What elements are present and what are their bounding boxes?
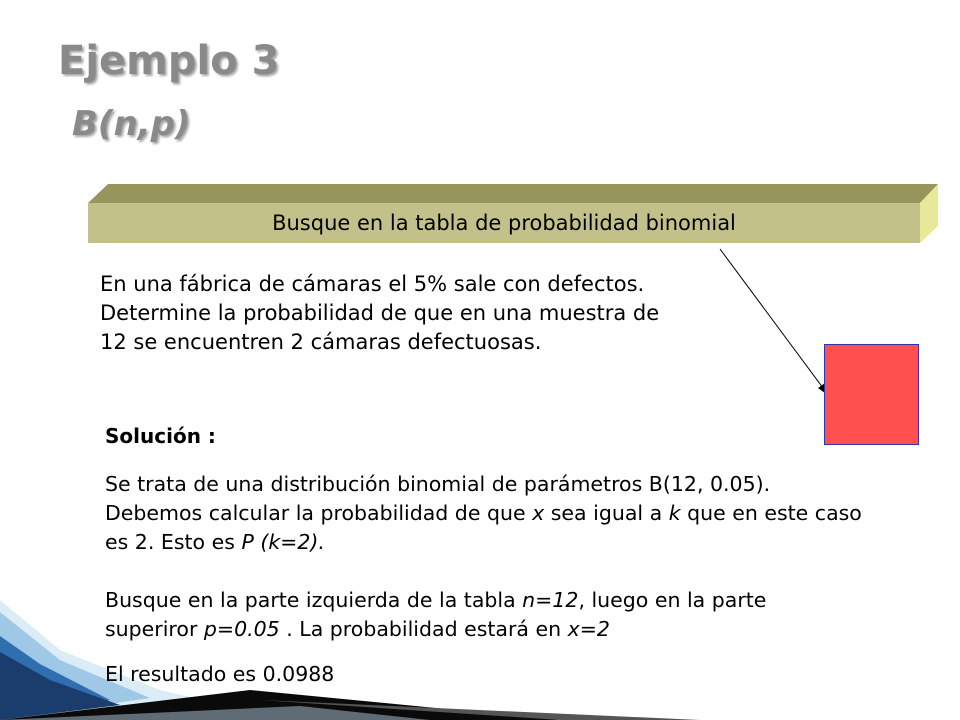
problem-text: En una fábrica de cámaras el 5% sale con defectos. Determine la probabilidad de que en una muestra de 12 se encuentren 2 cámaras defectuosas. [100, 272, 660, 354]
sol-p2-p: p=0.05 [203, 617, 280, 641]
solution-result: El resultado es 0.0988 [105, 662, 335, 686]
solution-paragraph-1 [105, 470, 865, 557]
solution-heading: Solución : [105, 424, 216, 448]
highlight-box [824, 344, 919, 445]
slide-subtitle: B(n,p) [72, 104, 191, 144]
sol-p2-text-a: Busque en la parte izquierda de la tabla [105, 588, 523, 612]
sol-p2-n: n=12 [522, 588, 579, 612]
banner-label: Busque en la tabla de probabilidad binomial [272, 211, 736, 235]
sol-p2-text-b: , luego en la parte superiror [105, 588, 767, 641]
sol-p2-text-c: . La probabilidad estará en [279, 617, 568, 641]
sol-p1-var-k: k [668, 501, 681, 525]
sol-p1-text-b: sea igual a [544, 501, 669, 525]
banner-top-face [88, 184, 938, 203]
sol-p1-text-a: Se trata de una distribución binomial de parámetros B(12, 0.05). Debemos calcular la probabilidad de que [105, 472, 771, 525]
sol-p1-text-c: que en este caso es 2. Esto es [105, 501, 862, 554]
solution-paragraph-2 [105, 586, 865, 644]
sol-p1-expr: P (k=2). [241, 530, 325, 554]
sol-p2-x: x=2 [567, 617, 610, 641]
slide-title: Ejemplo 3 [58, 38, 280, 84]
sol-p1-var-x: x [532, 501, 545, 525]
arrow-line [720, 249, 826, 392]
